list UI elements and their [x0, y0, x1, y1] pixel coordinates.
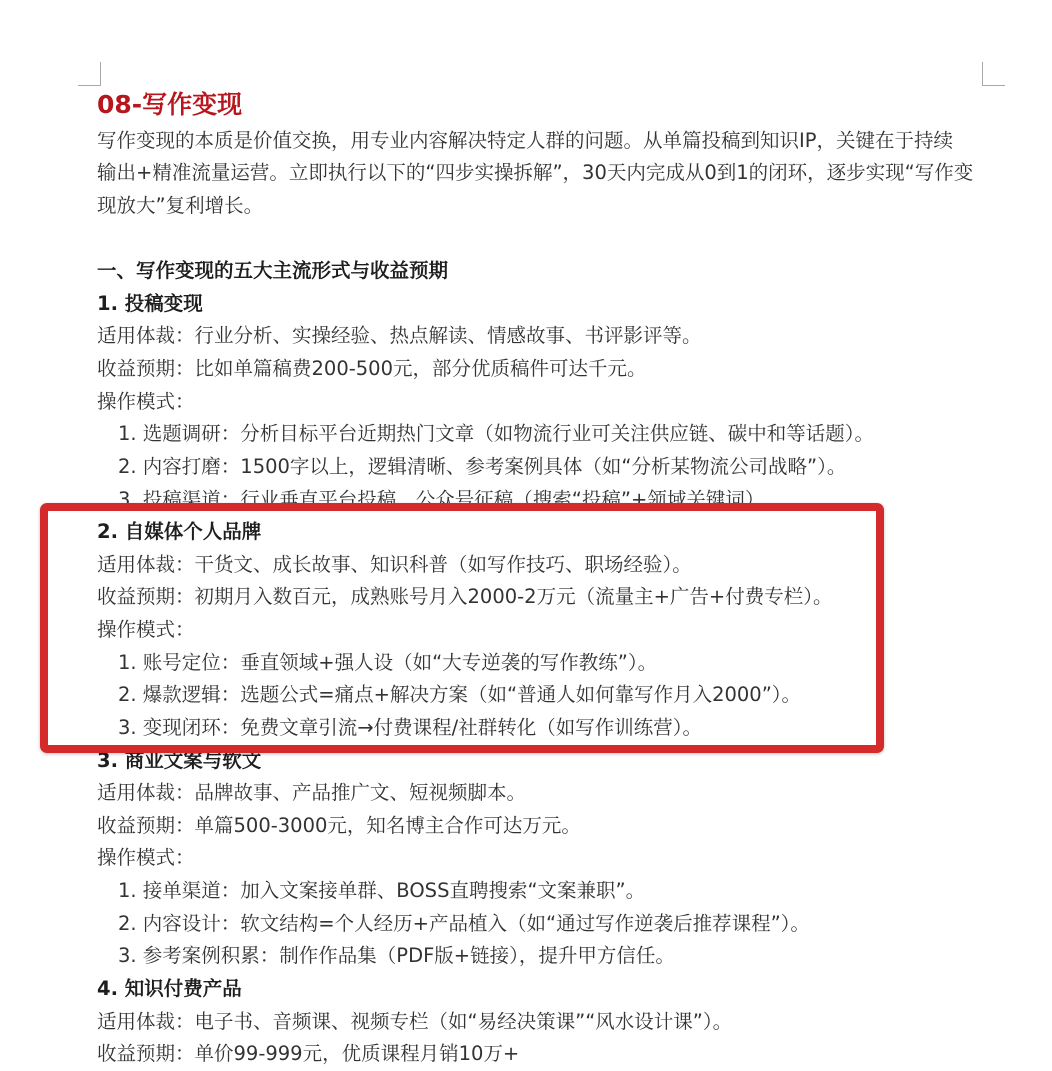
- step-item: 1. 接单渠道：加入文案接单群、BOSS直聘搜索“文案兼职”。: [118, 879, 646, 903]
- genre-line: 适用体裁：干货文、成长故事、知识科普（如写作技巧、职场经验）。: [97, 552, 692, 576]
- form-title-submission: 1. 投稿变现: [97, 291, 203, 315]
- section-heading: 一、写作变现的五大主流形式与收益预期: [97, 259, 449, 283]
- mode-label: 操作模式：: [97, 389, 195, 413]
- genre-line: 适用体裁：行业分析、实操经验、热点解读、情感故事、书评影评等。: [97, 324, 702, 348]
- step-item: 1. 选题调研：分析目标平台近期热门文章（如物流行业可关注供应链、碳中和等话题）。: [118, 422, 875, 446]
- form-title-copywriting: 3. 商业文案与软文: [97, 748, 262, 772]
- form-title-self-media: 2. 自媒体个人品牌: [97, 520, 262, 544]
- page-corner-mark-top-right: [982, 62, 1005, 86]
- income-line: 收益预期：比如单篇稿费200-500元，部分优质稿件可达千元。: [97, 357, 647, 381]
- step-item: 3. 参考案例积累：制作作品集（PDF版+链接），提升甲方信任。: [118, 944, 675, 968]
- form-title-paid-knowledge: 4. 知识付费产品: [97, 976, 242, 1000]
- genre-line: 适用体裁：电子书、音频课、视频专栏（如“易经决策课”“风水设计课”）。: [97, 1009, 733, 1033]
- mode-label: 操作模式：: [97, 846, 195, 870]
- document-title: 08-写作变现: [97, 90, 243, 119]
- intro-line: 输出+精准流量运营。立即执行以下的“四步实操拆解”，30天内完成从0到1的闭环，逐步实现“写作变: [97, 161, 974, 185]
- step-item: 2. 内容设计：软文结构=个人经历+产品植入（如“通过写作逆袭后推荐课程”）。: [118, 911, 810, 935]
- intro-line: 写作变现的本质是价值交换，用专业内容解决特定人群的问题。从单篇投稿到知识IP，关键在于持续: [97, 128, 954, 152]
- page-corner-mark-top-left: [78, 62, 101, 86]
- step-item: 2. 爆款逻辑：选题公式=痛点+解决方案（如“普通人如何靠写作月入2000”）。: [118, 683, 802, 707]
- intro-line: 现放大”复利增长。: [97, 193, 264, 217]
- document-body: [97, 125, 997, 1066]
- genre-line: 适用体裁：品牌故事、产品推广文、短视频脚本。: [97, 781, 527, 805]
- income-line: 收益预期：单篇500-3000元，知名博主合作可达万元。: [97, 813, 581, 837]
- mode-label: 操作模式：: [97, 618, 195, 642]
- income-line: 收益预期：单价99-999元，优质课程月销10万+: [97, 1042, 520, 1066]
- income-line: 收益预期：初期月入数百元，成熟账号月入2000-2万元（流量主+广告+付费专栏）。: [97, 585, 833, 609]
- paragraph-spacer: [97, 223, 997, 256]
- step-item: 2. 内容打磨：1500字以上，逻辑清晰、参考案例具体（如“分析某物流公司战略”）。: [118, 454, 847, 478]
- step-item: 1. 账号定位：垂直领域+强人设（如“大专逆袭的写作教练”）。: [118, 650, 658, 674]
- step-item: 3. 投稿渠道：行业垂直平台投稿、公众号征稿（搜索“投稿”+领域关键词）: [118, 487, 765, 511]
- step-item: 3. 变现闭环：免费文章引流→付费课程/社群转化（如写作训练营）。: [118, 715, 702, 739]
